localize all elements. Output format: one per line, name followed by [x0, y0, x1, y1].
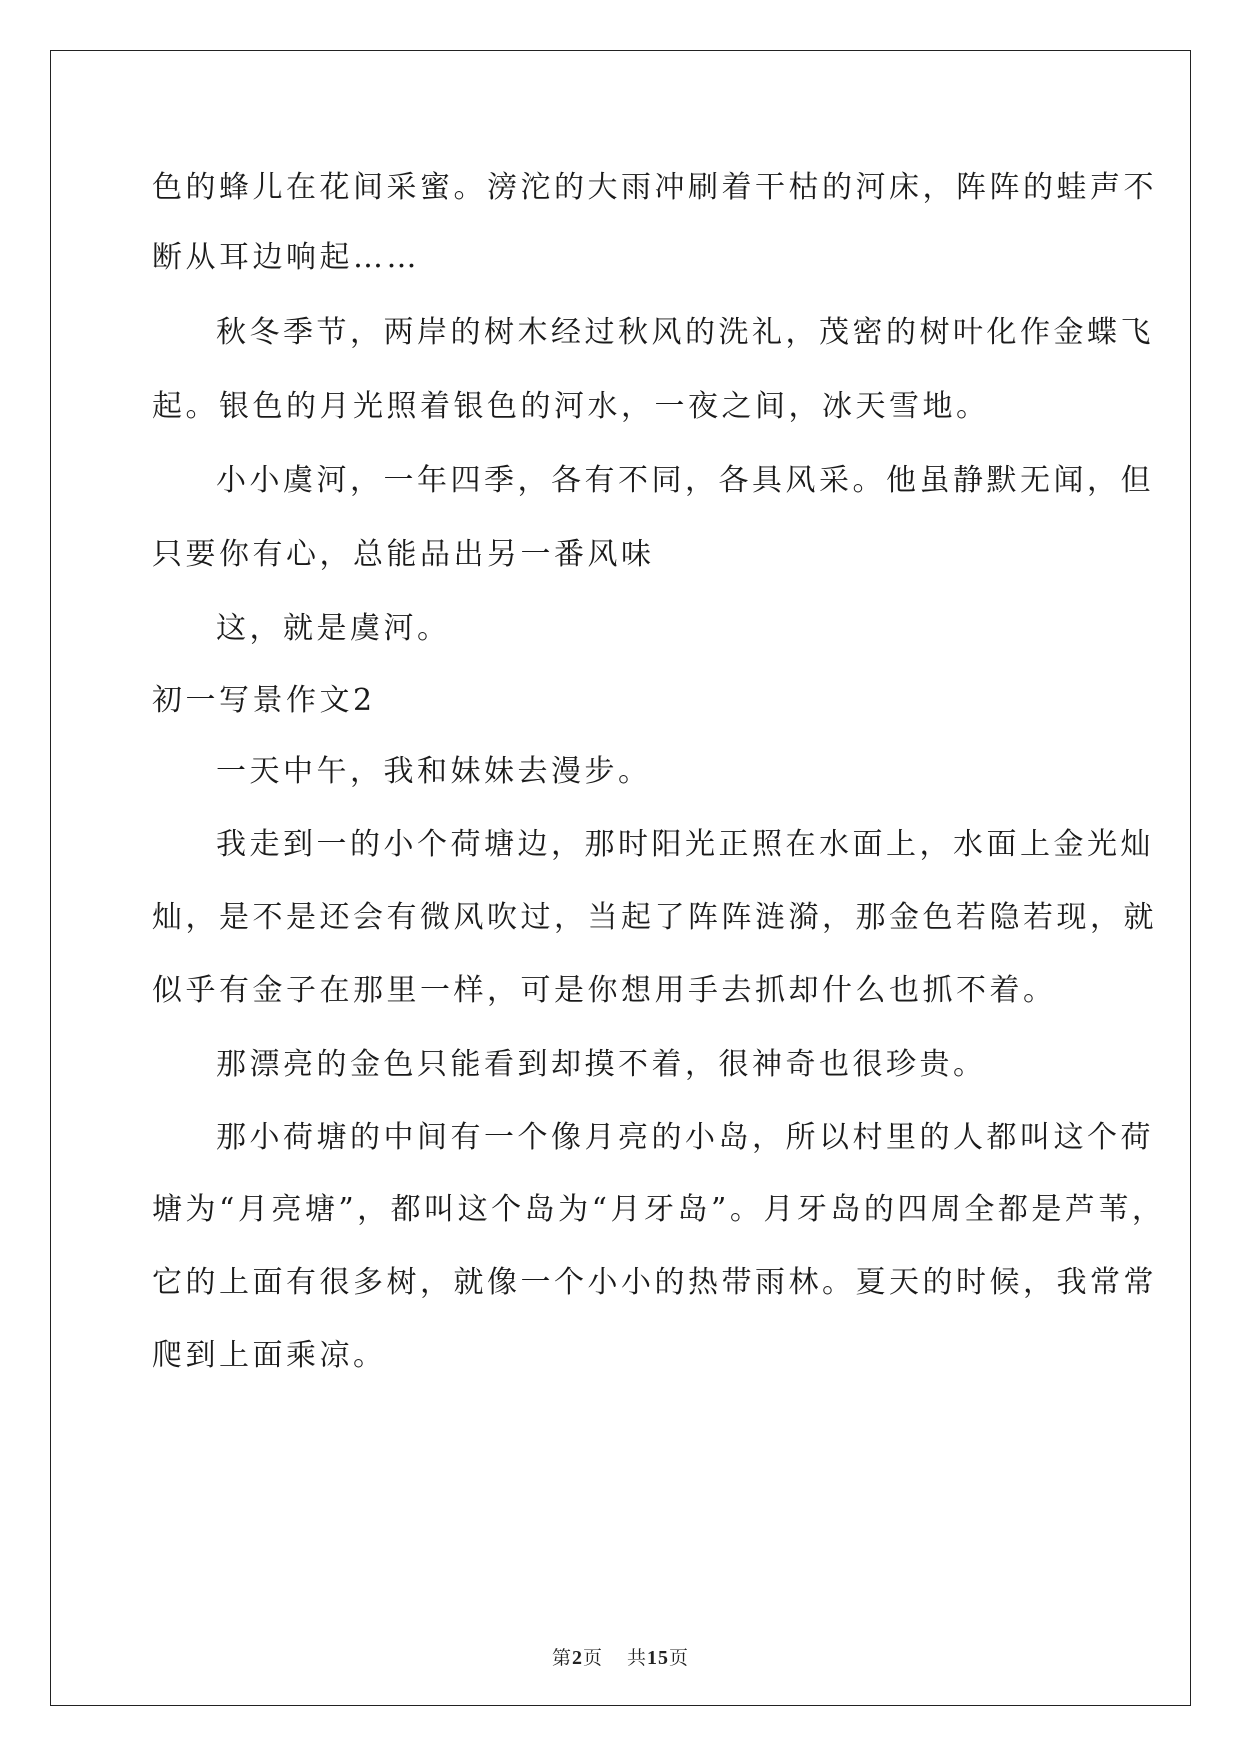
total-prefix: 共	[627, 1647, 648, 1669]
body-line: 只要你有心，总能品出另一番风味	[152, 537, 655, 572]
paragraph-start: 秋冬季节，两岸的树木经过秋风的洗礼，茂密的树叶化作金蝶飞	[216, 315, 1154, 350]
page-border	[50, 50, 1191, 1706]
body-line: 塘为“月亮塘”，都叫这个岛为“月牙岛”。月牙岛的四周全都是芦苇，	[152, 1192, 1166, 1227]
body-line: 色的蜂儿在花间采蜜。滂沱的大雨冲刷着干枯的河床，阵阵的蛙声不	[152, 170, 1157, 205]
body-line: 似乎有金子在那里一样，可是你想用手去抓却什么也抓不着。	[152, 973, 1057, 1008]
total-suffix: 页	[669, 1647, 690, 1669]
page-current: 2	[571, 1647, 583, 1669]
section-heading: 初一写景作文2	[152, 683, 376, 718]
body-line: 断从耳边响起……	[152, 240, 420, 275]
page-footer	[0, 1646, 1241, 1670]
total-pages: 15	[647, 1647, 670, 1669]
paragraph-start: 那小荷塘的中间有一个像月亮的小岛，所以村里的人都叫这个荷	[216, 1120, 1154, 1155]
paragraph-start: 这，就是虞河。	[216, 611, 451, 646]
paragraph-start: 我走到一的小个荷塘边，那时阳光正照在水面上，水面上金光灿	[216, 827, 1154, 862]
paragraph-start: 小小虞河，一年四季，各有不同，各具风采。他虽静默无闻，但	[216, 463, 1154, 498]
body-line: 爬到上面乘凉。	[152, 1338, 387, 1373]
body-line: 起。银色的月光照着银色的河水，一夜之间，冰天雪地。	[152, 389, 990, 424]
body-line: 灿，是不是还会有微风吹过，当起了阵阵涟漪，那金色若隐若现，就	[152, 900, 1157, 935]
paragraph-start: 一天中午，我和妹妹去漫步。	[216, 754, 652, 789]
body-line: 它的上面有很多树，就像一个小小的热带雨林。夏天的时候，我常常	[152, 1265, 1157, 1300]
paragraph-start: 那漂亮的金色只能看到却摸不着，很神奇也很珍贵。	[216, 1047, 987, 1082]
page-suffix: 页	[582, 1647, 603, 1669]
page-prefix: 第	[551, 1647, 572, 1669]
